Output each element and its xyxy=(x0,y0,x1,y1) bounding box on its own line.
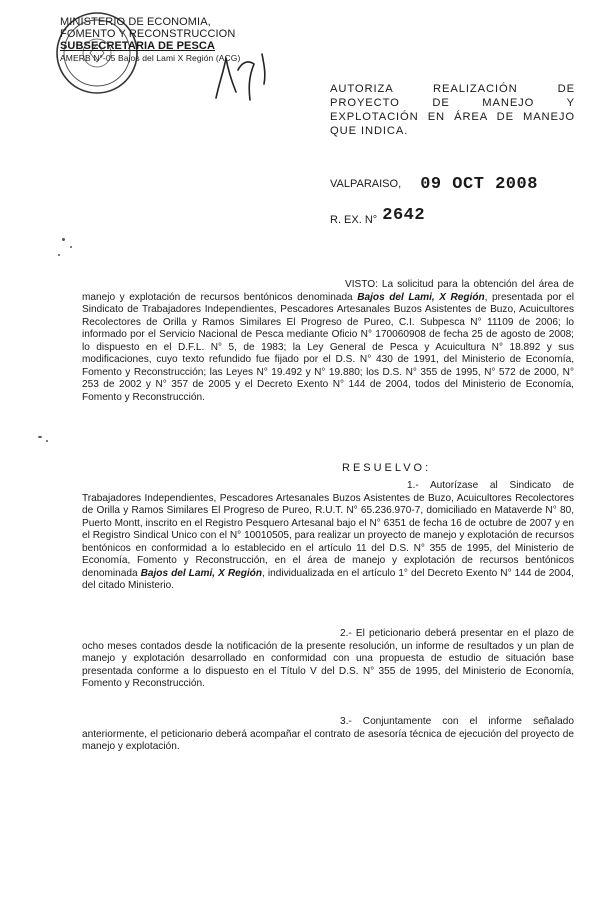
scan-mark xyxy=(46,440,48,442)
resolution-label: R. EX. N° xyxy=(330,214,378,226)
place-date xyxy=(330,174,538,193)
date-stamp: 09 OCT 2008 xyxy=(420,175,538,194)
article-1-paragraph xyxy=(82,480,574,593)
visto-text-before: La solicitud para la obtención del área de manejo y explotación de recursos bentónicos denominada xyxy=(82,279,575,303)
resolution-number: 2642 xyxy=(382,206,426,225)
scan-mark xyxy=(58,254,60,256)
article-2-paragraph: 2.- El peticionario deberá presentar en el plazo de ocho meses contados desde la notificación de la presente resolución, un informe de resultados y un plan de manejo y explotación desarrollado en conformidad con una propuesta de estudio de situación base presentada conforme a lo dispuesto en el Título V del D.S. N° 355 de 1995, del Ministerio de Economía, Fomento y Reconstrucción. xyxy=(82,628,574,689)
resuelvo-heading: RESUELVO: xyxy=(342,462,432,474)
resolution-subject: AUTORIZA REALIZACIÓN DE PROYECTO DE MANEJO Y EXPLOTACIÓN EN ÁREA DE MANEJO QUE INDICA. xyxy=(330,83,575,137)
scan-mark xyxy=(62,238,65,241)
article-3-paragraph: 3.- Conjuntamente con el informe señalado anteriormente, el peticionario deberá acompañar el contrato de asesoría técnica de ejecución del proyecto de manejo y explotación. xyxy=(82,716,574,752)
ministry-line-1: MINISTERIO DE ECONOMIA, xyxy=(60,16,211,28)
resolution-number-line xyxy=(330,206,426,229)
visto-label: VISTO: xyxy=(345,279,378,290)
ministry-line-2: FOMENTO Y RECONSTRUCCION xyxy=(60,28,236,40)
visto-area-name: Bajos del Lami, X Región xyxy=(357,291,485,303)
signature-icon xyxy=(210,40,280,110)
undersecretary-name: SUBSECRETARIA DE PESCA xyxy=(60,40,215,52)
reference-code: AMERB N°-05 Bajos del Lami X Región (ACG) xyxy=(60,53,241,63)
article-1-text-after: , individualizada en el artículo 1° del Decreto Exento N° 144 de 2004, del citado Ministerio. xyxy=(82,567,574,591)
visto-text-after: , presentada por el Sindicato de Trabajadores Independientes, Pescadores Artesanales Buzos Asistentes de Buzo, Acuicultores Recolectores de Orilla y Ramos Similares El Progreso de Pureo, C.I. Subpesca N° 11109 de 2006; lo informado por el Servicio Nacional de Pesca mediante Oficio N° 170060908 de fecha 25 de agosto de 2008; lo dispuesto en el D.F.L. N° 5, de 1983; la Ley General de Pesca y Acuicultura N° 18.892 y sus modificaciones, cuyo texto refundido fue fijado por el D.S. N° 430 de 1991, del Ministerio de Economía, Fomento y Reconstrucción; las Leyes N° 19.492 y N° 19.880; los D.S. N° 355 de 1995, N° 572 de 2000, N° 253 de 2002 y N° 357 de 2005 y el Decreto Exento N° 144 de 2004, todos del Ministerio de Economía, Fomento y Reconstrucción. xyxy=(82,291,574,403)
article-1-text-before: 1.- Autorízase al Sindicato de Trabajadores Independientes, Pescadores Artesanales Buzos Asistentes de Buzo, Acuicultores Recolectores de Orilla y Ramos Similares El Progreso de Pureo, R.U.T. N° 65.236.970-7, domiciliado en Mataverde N° 80, Puerto Montt, inscrito en el Registro Pesquero Artesanal bajo el N° 6351 de fecha 16 de octubre de 2007 y en el Registro Sindical Unico con el N° 10010505, para realizar un proyecto de manejo y explotación de recursos bentónicos en conformidad a lo establecido en el artículo 11 del D.S. N° 355 de 1995, del Ministerio de Economía, Fomento y Reconstrucción, en el área de manejo y explotación de recursos bentónicos denominada xyxy=(82,480,574,579)
article-1-area-name: Bajos del Lami, X Región xyxy=(140,567,263,579)
visto-paragraph xyxy=(82,279,574,404)
scan-mark xyxy=(70,246,72,248)
place-label: VALPARAISO, xyxy=(330,178,402,190)
scan-mark xyxy=(38,436,42,438)
